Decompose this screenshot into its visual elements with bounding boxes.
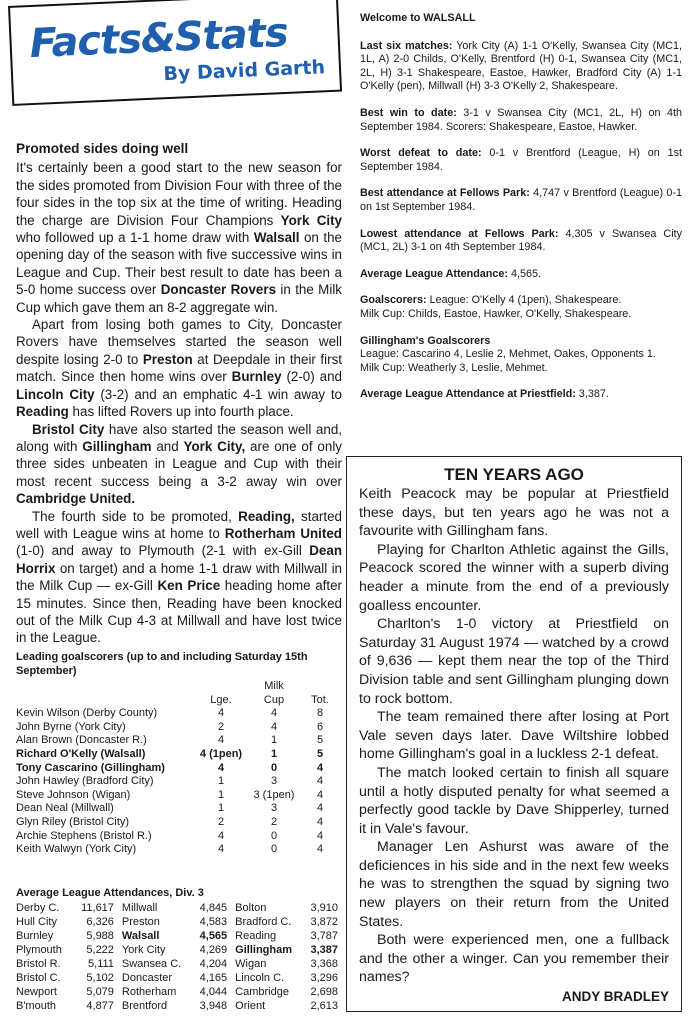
header-byline: By David Garth: [163, 56, 326, 86]
article-text: It's certainly been a good start to the new season for the sides promoted from Division Four with three of the four sides in the top six at the time of writing. Heading the charge are Division Four Champions: [16, 160, 342, 228]
scorer-cup: 3 (1pen): [253, 788, 295, 801]
scorer-row: [16, 816, 338, 830]
team-name: Derby C.: [16, 902, 60, 914]
article-paragraph: [16, 421, 342, 508]
scorer-name: Glyn Riley (Bristol City): [16, 815, 130, 828]
fact-text: 3-1 v Swansea City (MC1, 2L, H) on 4th September 1984. Scorers: Shakespeare, Eastoe, Hawker.: [360, 106, 682, 133]
scorer-row: [16, 748, 338, 762]
scorer-row: [16, 734, 338, 748]
bold-name: Walsall: [253, 230, 300, 246]
scorer-row: [16, 789, 338, 803]
fact-text: League: O'Kelly 4 (1pen), Shakespeare.: [426, 294, 622, 307]
bold-name: Dean Horrix: [16, 543, 342, 576]
article-paragraph: [16, 316, 342, 420]
goalscorers-table: [16, 680, 338, 857]
attendance-value: 3,387: [310, 944, 338, 956]
bold-name: Reading,: [238, 508, 295, 524]
walsall-facts: [360, 12, 682, 415]
article-text: and: [151, 438, 184, 454]
fact-item: [360, 107, 682, 134]
attendance-value: 4,583: [199, 916, 228, 928]
scorer-total: 8: [316, 707, 324, 720]
attendance-value: 4,845: [199, 902, 228, 914]
header-title: Facts&Stats: [28, 9, 289, 68]
team-name: Hull City: [16, 916, 57, 928]
facts-stats-header: [8, 0, 342, 106]
scorer-league: 4: [217, 829, 225, 842]
bold-name: Reading: [16, 404, 69, 420]
team-name: York City: [121, 944, 166, 956]
promoted-sides-article: [16, 140, 342, 647]
scorer-name: John Hawley (Bradford City): [16, 775, 154, 788]
scorer-name: Archie Stephens (Bristol R.): [16, 829, 152, 842]
fact-item: [360, 294, 682, 321]
scorer-row: [16, 830, 338, 844]
article-text: (1-0) and away to Plymouth (2-1 with ex-Gill: [16, 543, 310, 559]
attendance-value: 5,111: [88, 958, 114, 970]
priestfield-value: 3,387.: [575, 388, 609, 401]
scorer-row: [16, 721, 338, 735]
scorer-total: 5: [316, 747, 324, 760]
fact-label: Average League Attendance:: [360, 267, 508, 280]
team-name: Burnley: [16, 930, 54, 942]
attendance-value: 3,787: [310, 930, 338, 942]
scorer-name: Keith Walwyn (York City): [16, 843, 137, 856]
attendance-value: 11,617: [81, 902, 114, 914]
scorer-name: John Byrne (York City): [16, 720, 126, 733]
scorer-cup: 1: [270, 734, 278, 747]
attendances-table: [16, 901, 346, 1013]
scorer-row: [16, 762, 338, 776]
attendance-row: [16, 929, 346, 943]
scorer-cup: 4: [270, 720, 278, 733]
scorer-total: 4: [316, 761, 324, 774]
team-name: Rotherham: [121, 986, 177, 998]
article-text: has lifted Rovers up into fourth place.: [68, 404, 294, 420]
scorer-name: Tony Cascarino (Gillingham): [16, 761, 165, 774]
col-lge-header: Lge.: [210, 693, 232, 706]
scorer-name: Steve Johnson (Wigan): [16, 788, 131, 801]
scorer-cup: 3: [270, 802, 278, 815]
col-milk-header: Milk: [264, 680, 284, 692]
attendance-row: [16, 943, 346, 957]
priestfield-attendance: [360, 388, 682, 402]
scorer-cup: 2: [270, 815, 278, 828]
attendance-value: 5,222: [86, 944, 114, 956]
team-name: Lincoln C.: [235, 972, 285, 984]
article-text: are one of only three sides unbeaten in League and Cup with their most recent success being a 3-2 away win over: [16, 438, 342, 489]
team-name: Bradford C.: [235, 916, 292, 928]
scorer-cup: 0: [270, 843, 278, 856]
article-text: at Deepdale in their first match. Since then home wins over: [16, 351, 342, 385]
scorer-total: 4: [316, 788, 324, 801]
ten-years-ago-body: [359, 485, 669, 987]
scorer-cup: 0: [270, 761, 278, 774]
attendance-value: 3,948: [199, 1000, 228, 1012]
scorer-league: 1: [217, 775, 225, 788]
scorer-total: 4: [316, 843, 324, 856]
team-name: Bolton: [235, 902, 267, 914]
scorer-name: Kevin Wilson (Derby County): [16, 707, 158, 720]
scorer-league: 1: [217, 788, 225, 801]
team-name: Walsall: [121, 930, 160, 942]
scorer-row: [16, 802, 338, 816]
attendance-value: 5,102: [86, 972, 114, 984]
fact-item: [360, 40, 682, 94]
goalscorers-heading: Leading goalscorers (up to and including Saturday 15th September): [16, 651, 308, 677]
team-name: Doncaster: [121, 972, 173, 984]
attendance-value: 3,296: [310, 972, 338, 984]
fact-text: 4,747 v Brentford (League) 0-1 on 1st September 1984.: [360, 187, 682, 213]
team-name: Swansea C.: [121, 958, 182, 970]
ten-years-paragraph: Charlton's 1-0 victory at Priestfield on Saturday 31 August 1974 — watched by a crowd of 9,636 — kept them near the top of the Third Division table and sent Gillingham plunging down to rock bottom.: [359, 616, 669, 707]
scorer-total: 4: [316, 802, 324, 815]
scorer-total: 4: [316, 815, 324, 828]
article-heading: Promoted sides doing well: [16, 141, 189, 156]
scorer-name: Dean Neal (Millwall): [16, 802, 114, 815]
scorer-total: 6: [316, 720, 324, 733]
ten-years-paragraph: Manager Len Ashurst was aware of the deficiences in his side and in the next few weeks he was to strengthen the squad by signing two new players on their return from the United States.: [359, 839, 669, 930]
team-name: Gillingham: [235, 944, 293, 956]
scorer-league: 2: [217, 815, 225, 828]
ten-years-ago-heading: TEN YEARS AGO: [444, 465, 584, 484]
team-name: Orient: [235, 1000, 266, 1012]
scorer-cup: 1: [270, 747, 278, 760]
attendance-value: 4,877: [86, 1000, 114, 1012]
article-text: in the Milk Cup which gave them an 8-2 aggregate win.: [16, 282, 342, 315]
attendance-value: 4,565: [199, 930, 228, 942]
article-text: (2-0) and: [281, 369, 342, 385]
bold-name: York City: [280, 212, 342, 228]
fact-item: [360, 228, 682, 255]
bold-name: Lincoln City: [16, 386, 95, 402]
team-name: B'mouth: [16, 1000, 57, 1012]
bold-name: Preston: [142, 351, 193, 367]
article-text: who followed up a 1-1 home draw with: [16, 230, 254, 246]
scorer-league: 1: [217, 802, 225, 815]
fact-label: Best attendance at Fellows Park:: [360, 187, 530, 200]
bold-name: Burnley: [231, 369, 282, 385]
fact-label: Best win to date:: [360, 106, 457, 119]
attendance-value: 4,044: [199, 986, 228, 998]
bold-name: Doncaster Rovers: [160, 282, 277, 298]
ten-years-paragraph: Playing for Charlton Athletic against the Gills, Peacock scored the winner with a superb diving header a minute from the end of a previously goalless encounter.: [359, 541, 669, 614]
priestfield-label: Average League Attendance at Priestfield:: [360, 388, 576, 401]
team-name: Newport: [16, 986, 57, 998]
fact-text: 4,305 v Swansea City (MC1, 2L) 3-1 on 4th September 1984.: [360, 227, 682, 254]
article-paragraph: [16, 159, 342, 316]
scorer-league: 4 (1pen): [199, 747, 243, 760]
scorer-league: 2: [217, 720, 225, 733]
article-text: Apart from losing both games to City, Doncaster Rovers have themselves started the season well despite losing 2-0 to: [16, 317, 342, 367]
article-text: heading home after 15 minutes. Since then, Reading have been knocked out of the Milk Cup 4-3 at Millwall and have lost twice in the League.: [16, 578, 342, 646]
scorer-league: 4: [217, 734, 225, 747]
attendance-row: [16, 901, 346, 915]
fact-label: Worst defeat to date:: [360, 147, 482, 160]
attendance-row: [16, 999, 346, 1013]
fact-label: Last six matches:: [360, 39, 453, 52]
team-name: Plymouth: [16, 944, 62, 956]
scorer-row: [16, 843, 338, 857]
scorer-name: Alan Brown (Doncaster R.): [16, 734, 147, 747]
fact-label: Lowest attendance at Fellows Park:: [360, 227, 559, 240]
attendance-row: [16, 915, 346, 929]
scorer-league: 4: [217, 843, 225, 856]
attendance-row: [16, 971, 346, 985]
scorer-total: 4: [316, 775, 324, 788]
scorer-cup: 4: [270, 707, 278, 720]
article-text: on the opening day of the season with five successive wins in League and Cup. Their best result to date has been a 5-0 home success over: [16, 230, 342, 298]
welcome-heading: Welcome to WALSALL: [360, 12, 476, 24]
author-name: ANDY BRADLEY: [561, 989, 669, 1005]
bold-name: York City,: [183, 438, 246, 454]
ten-years-paragraph: The team remained there after losing at Port Vale seven days later. Dave Wiltshire lobbed home Gillingham's goal in a luckless 2-1 defeat.: [359, 709, 669, 763]
fact-item: [360, 147, 682, 174]
gills-goalscorers-heading: Gillingham's Goalscorers: [360, 334, 491, 347]
article-text: have also started the season well and, along with: [16, 421, 342, 454]
attendance-value: 6,326: [86, 916, 114, 928]
scorer-league: 4: [217, 707, 225, 720]
col-tot-header: Tot.: [311, 693, 329, 706]
scorer-league: 4: [217, 761, 225, 774]
team-name: Bristol C.: [16, 972, 61, 984]
ten-years-paragraph: Keith Peacock may be popular at Priestfield these days, but ten years ago he was not a favourite with Gillingham fans.: [359, 486, 669, 540]
bold-name: Gillingham: [82, 438, 152, 454]
team-name: Reading: [235, 930, 277, 942]
scorer-total: 5: [316, 734, 324, 747]
fact-text: York City (A) 1-1 O'Kelly, Swansea City (MC1, 1L, A) 2-0 Childs, O'Kelly, Brentford (H) 0-1, Swansea City (MC1, 2L, H) 3-1 Shakespeare, Eastoe, Hawker, Bradford City (A) 1-1 O'Kelly (pen), Millwall (H) 3-3 O'Kelly 2, Shakespeare.: [360, 39, 682, 93]
team-name: Cambridge: [235, 986, 289, 998]
team-name: Millwall: [121, 902, 158, 914]
scorer-total: 4: [316, 829, 324, 842]
fact-text: 0-1 v Brentford (League, H) on 1st September 1984.: [360, 147, 682, 173]
fact-item: [360, 187, 682, 214]
gills-goalscorers: [360, 335, 682, 376]
team-name: Preston: [121, 916, 160, 928]
col-cup-header: Cup: [263, 693, 285, 706]
bold-name: Rotherham United: [224, 525, 342, 541]
team-name: Wigan: [235, 958, 267, 970]
attendance-row: [16, 957, 346, 971]
scorer-row: [16, 775, 338, 789]
scorer-cup: 0: [270, 829, 278, 842]
bold-name: Cambridge United.: [16, 491, 136, 507]
scorer-name: Richard O'Kelly (Walsall): [16, 747, 146, 760]
attendance-value: 4,165: [199, 972, 228, 984]
bold-name: Bristol City: [32, 421, 105, 437]
article-text: (3-2) and an emphatic 4-1 win away to: [94, 386, 343, 402]
article-paragraph: [16, 508, 342, 647]
attendance-value: 4,269: [199, 944, 228, 956]
attendances-heading: Average League Attendances, Div. 3: [16, 887, 204, 899]
article-text: started well with League wins at home to: [16, 508, 342, 541]
attendance-value: 5,079: [86, 986, 114, 998]
fact-text-line2: Milk Cup: Childs, Eastoe, Hawker, O'Kelly, Shakespeare.: [360, 307, 632, 320]
attendance-value: 3,368: [310, 958, 338, 970]
ten-years-ago-box: [346, 456, 682, 1012]
bold-name: Ken Price: [157, 578, 221, 594]
gills-league-scorers: League: Cascarino 4, Leslie 2, Mehmet, Oakes, Opponents 1.: [360, 348, 656, 361]
fact-item: [360, 268, 682, 282]
team-name: Brentford: [121, 1000, 168, 1012]
attendance-row: [16, 985, 346, 999]
leading-goalscorers: [16, 650, 342, 857]
attendance-value: 4,204: [199, 958, 228, 970]
average-attendances: [16, 886, 346, 1013]
ten-years-paragraph: The match looked certain to finish all square until a hotly disputed penalty for what seemed a perfectly good tackle by Dave Shipperley, turned it in Vale's favour.: [359, 764, 669, 837]
attendance-value: 2,613: [310, 1000, 338, 1012]
team-name: Bristol R.: [16, 958, 61, 970]
ten-years-paragraph: Both were experienced men, one a fullback and the other a winger. Can you remember their names?: [359, 932, 669, 986]
article-text: on target) and a home 1-1 draw with Millwall in the Milk Cup — ex-Gill: [16, 560, 342, 594]
fact-label: Goalscorers:: [360, 294, 427, 307]
gills-milk-scorers: Milk Cup: Weatherly 3, Leslie, Mehmet.: [360, 361, 548, 374]
attendance-value: 5,988: [86, 930, 114, 942]
scorer-row: [16, 707, 338, 721]
attendance-value: 3,872: [310, 916, 338, 928]
attendance-value: 3,910: [310, 902, 338, 914]
scorer-cup: 3: [270, 775, 278, 788]
fact-text: 4,565.: [508, 267, 542, 280]
article-text: The fourth side to be promoted,: [32, 508, 239, 524]
attendance-value: 2,698: [310, 986, 338, 998]
